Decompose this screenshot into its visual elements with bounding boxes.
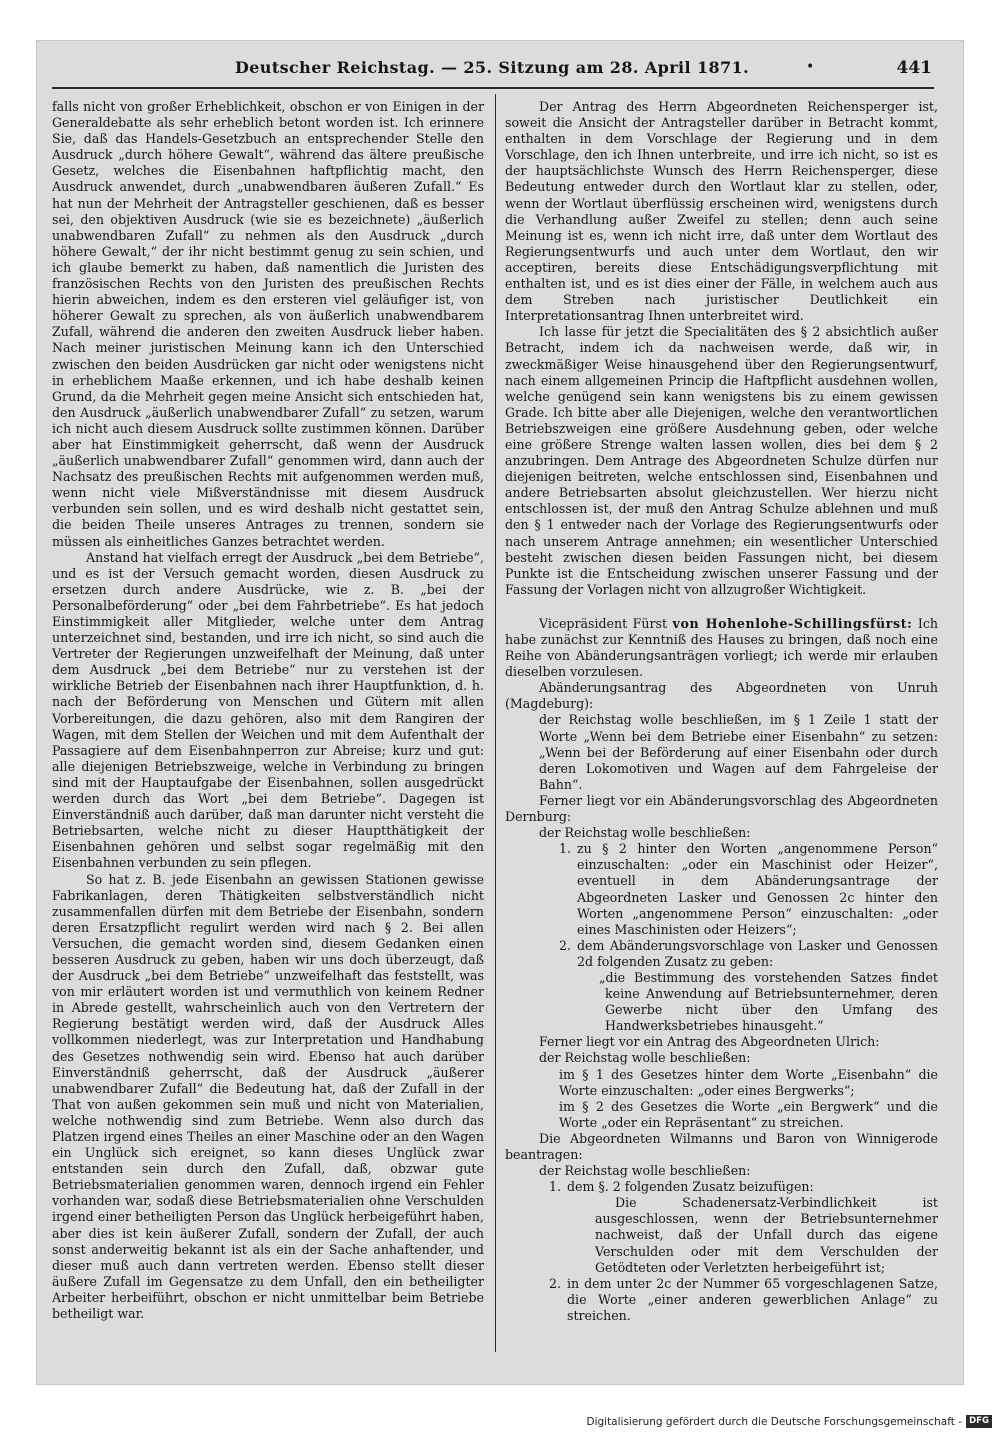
amendment-text: im § 2 des Gesetzes die Worte „ein Bergwerk“ und die Worte „oder ein Repräsentant“ zu streichen. <box>559 1098 938 1130</box>
item-text: zu § 2 hinter den Worten „angenommene Person“ einzuschalten: „oder ein Maschinist oder Heizer“, eventuell in dem Abänderungsantrage der Abgeordneten Lasker und Genossen 2c hinter den Worten „angenommene Person“ einzuschalten: „oder eines Maschinisten oder Heizers“; <box>577 841 938 937</box>
item-text: dem §. 2 folgenden Zusatz beizufügen: <box>567 1179 814 1195</box>
dfg-logo: DFG <box>966 1415 992 1428</box>
paragraph: Ich lasse für jetzt die Specialitäten des § 2 absichtlich außer Betracht, indem ich da nachweisen werde, daß wir, in zweckmäßiger Weise hinausgehend über den Regierungsentwurf, nach einem allgemeinen Princip die Haftpflicht ausdehnen wollen, welche genügend sein kann wenigstens bis zu einem gewissen Grade. Ich bitte aber alle Diejenigen, welche den verantwortlichen Betriebszweigen eine größere Ausdehnung geben, oder welche eine größere Strenge walten lassen wollen, dies bei dem § 2 anzubringen. Dem Antrage des Abgeordneten Schulze dürfen nur diejenigen beitreten, welche entschlossen sind, Eisenbahnen und andere Betriebsarten absolut gleichzustellen. Wer hierzu nicht entschlossen ist, der muß den Antrag Schulze ablehnen und muß den § 1 entweder nach der Vorlage des Regierungsentwurfs oder nach unserem Antrage annehmen; ein wesentlicher Unterschied besteht zwischen diesen beiden Fassungen nicht, bei diesem Punkte ist die Entscheidung zwischen unserer Fassung und der Fassung der Vorlagen nicht von allzugroßer Wichtigkeit. <box>505 324 938 597</box>
header-rule <box>52 87 934 89</box>
resolution-line: der Reichstag wolle beschließen: <box>539 1050 751 1066</box>
header-dot: • <box>806 59 815 75</box>
speaker-text: Ich habe zunächst zur Kenntniß des Hauses zu bringen, daß noch eine Reihe von Abänderungsanträgen vorliegt; ich werde mir erlauben dieselben vorzulesen. <box>505 615 938 680</box>
list-item <box>505 938 938 970</box>
list-item <box>505 841 938 938</box>
amendment-intro: Ferner liegt vor ein Abänderungsvorschlag des Abgeordneten Dernburg: <box>505 792 938 825</box>
running-title: Deutscher Reichstag. — 25. Sitzung am 28. April 1871. <box>234 58 750 77</box>
right-column <box>505 99 938 1349</box>
quoted-clause: Die Schadenersatz-Verbindlichkeit ist ausgeschlossen, wenn der Betriebsunternehmer nachweist, daß der Unfall durch das eigene Verschulden oder mit dem Verschulden der Getödteten oder Verletzten herbeigeführt ist; <box>595 1195 938 1275</box>
item-text: dem Abänderungsvorschlage von Lasker und Genossen 2d folgenden Zusatz zu geben: <box>577 937 938 969</box>
item-text: in dem unter 2c der Nummer 65 vorgeschlagenen Satze, die Worte „einer anderen gewerblichen Anlage“ zu streichen. <box>567 1275 938 1323</box>
item-number: 1. <box>548 1179 561 1195</box>
paragraph: Anstand hat vielfach erregt der Ausdruck „bei dem Betriebe“, und es ist der Versuch gemacht worden, diesen Ausdruck zu ersetzen durch andere Ausdrücke, wie z. B. „bei der Personalbeförderung“ oder „bei dem Fahrbetriebe“. Es hat jedoch Einstimmigkeit aller Mitglieder, welche unter dem Antrag unterzeichnet sind, bestanden, und irre ich nicht, so sind auch die Vertreter der Regierungen unzweifelhaft der Meinung, daß unter dem Ausdruck „bei dem Betriebe“ nur zu verstehen ist der wirkliche Betrieb der Eisenbahnen nach ihrer Hauptfunktion, d. h. nach der Beförderung von Menschen und Gütern mit allen Vorbereitungen, die dazu gehören, also mit dem Rangiren der Wagen, mit dem Stellen der Weichen und mit dem Aufenthalt der Passagiere auf dem Eisenbahnperron zur Abreise; kurz und gut: alle diejenigen Betriebszweige, welche in Verbindung zu bringen sind mit der Hauptaufgabe der Eisenbahnen, sollen ausgedrückt werden durch das Wort „bei dem Betriebe“. Dagegen ist Einverständniß auch darüber, daß man darunter nicht versteht die Betriebsarten, welche nicht zu dieser Hauptthätigkeit der Eisenbahnen gehören und selbst sogar regelmäßig mit den Eisenbahnen verbunden zu sein pflegen. <box>52 549 484 871</box>
amendment-intro: Abänderungsantrag des Abgeordneten von Unruh (Magdeburg): <box>505 680 938 712</box>
item-number: 2. <box>558 937 571 953</box>
paragraph: falls nicht von großer Erheblichkeit, obschon er von Einigen in der Generaldebatte als sehr erheblich betont worden ist. Ich erinnere Sie, daß das Handels-Gesetzbuch an entsprechender Stelle den Ausdruck „durch höhere Gewalt“, während das ältere preußische Gesetz, welches die Eisenbahnen haftpflichtig macht, den Ausdruck anwendet, durch „unabwendbaren äußeren Zufall.“ Es hat nun der Mehrheit der Antragsteller geschienen, daß es besser sei, den objektiven Ausdruck (wie sie es bezeichnete) „äußerlich unabwendbaren Zufall“ zu nehmen als den Ausdruck „durch höhere Gewalt,“ der ihr nicht bestimmt genug zu sein schien, und ich glaube bemerkt zu haben, daß namentlich die Juristen des französischen Rechts von den Juristen des preußischen Rechts hierin abweichen, indem es den ersteren viel geläufiger ist, von höherer Gewalt zu sprechen, als von äußerlich unabwendbarem Zufall, während die anderen den zweiten Ausdruck lieber haben. Nach meiner juristischen Meinung kann ich den Unterschied zwischen den beiden Ausdrücken gar nicht oder wenigstens nicht in erheblichem Maaße erkennen, und ich habe deshalb keinen Grund, da die Mehrheit gegen meine Ansicht sich entschieden hat, den Ausdruck „äußerlich unabwendbarer Zufall“ zu setzen, warum ich nicht auch diesem Ausdruck sollte zustimmen können. Darüber aber hat Einstimmigkeit geherrscht, daß wenn der Ausdruck „äußerlich unabwendbarer Zufall“ genommen wird, dann auch der Nachsatz des preußischen Rechts mit aufgenommen werden muß, wenn nicht viele Mißverständnisse mit diesem Ausdruck verbunden sein sollen, und es wird deshalb nicht gestattet sein, die beiden Theile unseres Antrages zu trennen, sondern sie müssen als einheitliches Ganzes betrachtet werden. <box>52 99 484 549</box>
column-divider <box>495 94 496 1352</box>
item-number: 1. <box>558 841 571 857</box>
amendment-text: im § 1 des Gesetzes hinter dem Worte „Eisenbahn“ die Worte einzuschalten: „oder eines Bergwerks“; <box>559 1066 938 1098</box>
resolution-line: der Reichstag wolle beschließen: <box>539 1163 751 1179</box>
list-item <box>505 1276 938 1324</box>
list-item <box>505 1179 938 1195</box>
page-number: 441 <box>896 58 932 78</box>
resolution-line: der Reichstag wolle beschließen: <box>539 825 751 841</box>
page-header <box>52 50 932 84</box>
amendment-intro: Ferner liegt vor ein Antrag des Abgeordneten Ulrich: <box>539 1034 880 1050</box>
footer-credit: Digitalisierung gefördert durch die Deutsche Forschungsgemeinschaft - <box>586 1416 962 1428</box>
paragraph: Der Antrag des Herrn Abgeordneten Reichensperger ist, soweit die Ansicht der Antragsteller darüber in Betracht kommt, enthalten in dem Vorschlage der Regierung und in dem Vorschlage, den ich Ihnen unterbreite, und irre ich nicht, so ist es der hauptsächlichste Wunsch des Herrn Reichensperger, diese Bedeutung entweder durch den Wortlaut klar zu stellen, oder, wenn der Wortlaut überflüssig erscheinen wird, wenigstens durch die Verhandlung außer Zweifel zu stellen; denn auch seine Meinung ist es, wenn ich nicht irre, daß unter dem Wortlaut des Regierungsentwurfs und auch unter dem Wortlaut, den wir acceptiren, bereits diese Entschädigungsverpflichtung mit enthalten ist, und es ist dies einer der Fälle, in welchem auch aus dem Streben nach juristischer Deutlichkeit ein Interpretationsantrag Ihnen unterbreitet wird. <box>505 99 938 324</box>
paragraph: So hat z. B. jede Eisenbahn an gewissen Stationen gewisse Fabrikanlagen, deren Thätigkeiten selbstverständlich nicht zusammenfallen dürfen mit dem Betriebe der Eisenbahn, sondern deren Ersatzpflicht regulirt werden wird nach § 2. Bei allen Versuchen, die gemacht worden sind, diesem Gedanken einen besseren Ausdruck zu geben, haben wir uns doch überzeugt, daß der Ausdruck „bei dem Betriebe“ unzweifelhaft das feststellt, was von mir erläutert worden ist und vermuthlich von keinem Redner in Abrede gestellt, wahrscheinlich auch von den Vertretern der Regierung bestätigt werden wird, daß der Ausdruck Alles vollkommen niederlegt, was zur Interpretation und Handhabung des Gesetzes nothwendig sein wird. Ebenso hat auch darüber Einverständniß geherrscht, daß der Ausdruck „äußerer unabwendbarer Zufall“ die Bedeutung hat, daß der Zufall in der That von außen gekommen sein muß und nicht von Materialien, welche nothwendig sind zum Betriebe. Wenn also durch das Platzen irgend eines Theiles an einer Maschine oder an den Wagen ein Unglück sich ereignet, so kann dieses Unglück zwar entstanden sein durch den Zufall, daß, obzwar gute Betriebsmaterialien genommen waren, dennoch irgend ein Fehler vorhanden war, sodaß diese Betriebsmaterialien ohne Verschulden irgend einer betheiligten Person das Unglück herbeigeführt haben, aber dies ist kein äußerer Zufall, sondern der Zufall, der auch sonst anderweitig bekannt ist als ein der Sache anhaftender, und dieser muß auch dann vertreten werden. Ebenso stellt dieser äußere Zufall im Gegensatze zu dem Unfall, den ein betheiligter Arbeiter herbeiführt, obschon er nicht unmittelbar beim Betriebe betheiligt war. <box>52 871 484 1322</box>
speaker-name: von Hohenlohe-Schillingsfürst: <box>672 615 913 631</box>
amendment-intro: Die Abgeordneten Wilmanns und Baron von Winnigerode beantragen: <box>505 1130 938 1162</box>
left-column <box>52 99 484 1349</box>
amendment-text: der Reichstag wolle beschließen, im § 1 Zeile 1 statt der Worte „Wenn bei dem Betriebe einer Eisenbahn“ zu setzen: „Wenn bei der Beförderung auf einer Eisenbahn oder durch deren Lokomotiven und Wagen auf dem Fahrgeleise der Bahn“. <box>539 712 938 792</box>
quoted-clause: „die Bestimmung des vorstehenden Satzes findet keine Anwendung auf Betriebsunternehmer, deren Gewerbe nicht über den Umfang des Handwerksbetriebes hinausgeht.“ <box>599 969 938 1034</box>
speaker-prefix: Vicepräsident Fürst <box>539 615 668 631</box>
item-number: 2. <box>548 1275 561 1291</box>
speaker-paragraph <box>505 616 938 680</box>
